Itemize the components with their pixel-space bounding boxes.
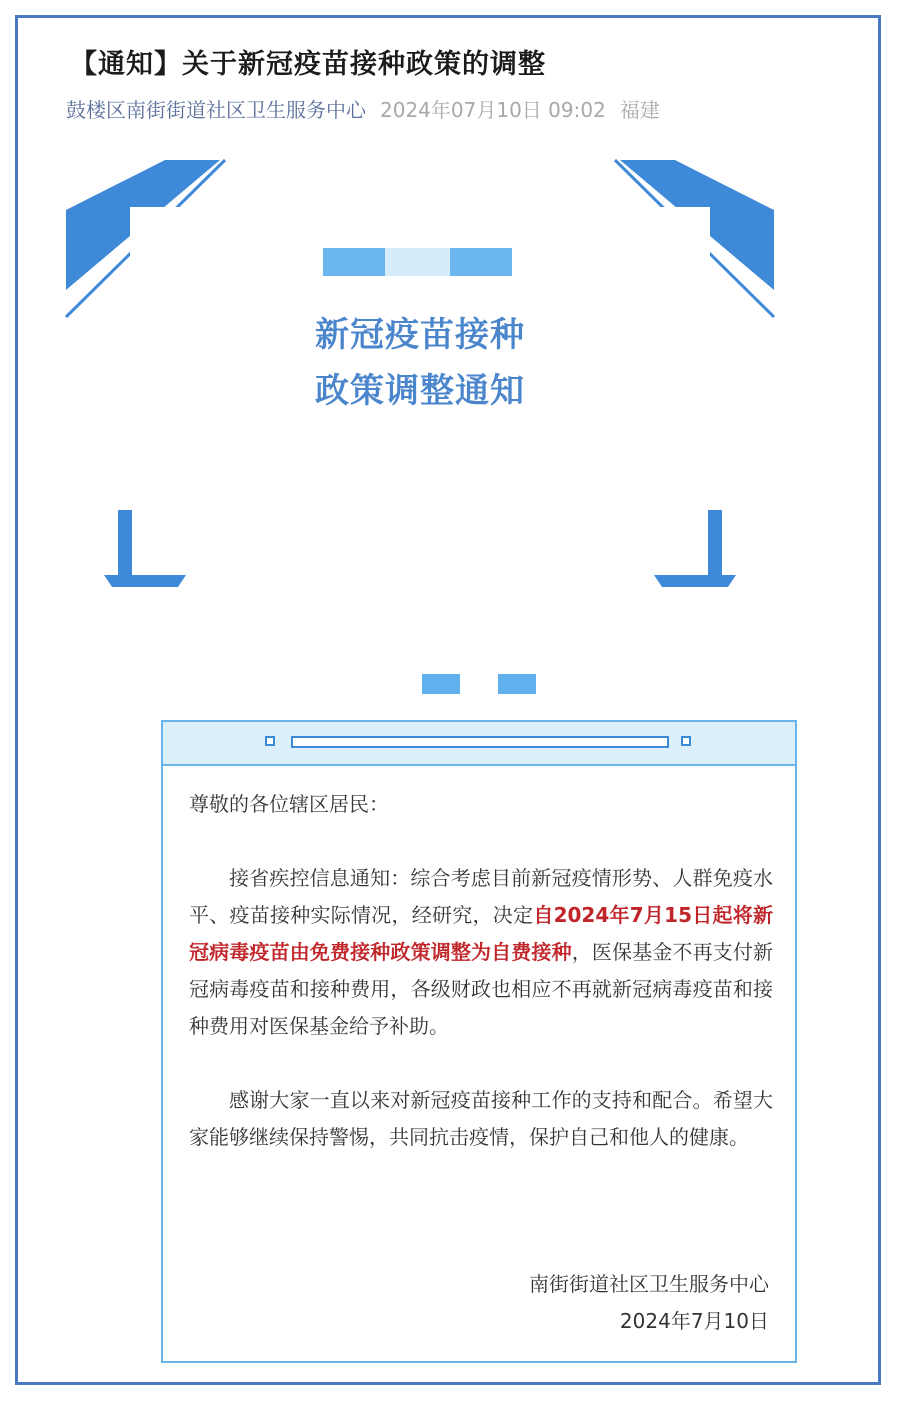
bracket-bottom-left-horizontal (104, 575, 186, 587)
para1-highlight: 自2024年7月15日起将新冠病毒疫苗由免费接种政策调整为自费接种 (189, 903, 774, 964)
notice-greeting: 尊敬的各位辖区居民： (189, 792, 389, 816)
divider-block-left (422, 674, 460, 694)
header-square-right (681, 736, 691, 746)
notice-paragraph-1 (189, 860, 773, 1045)
banner-bar-right (450, 248, 512, 276)
article-title: 【通知】关于新冠疫苗接种政策的调整 (70, 49, 546, 80)
header-bar (291, 736, 669, 748)
banner-bar-middle (385, 248, 450, 276)
banner-heading-line1: 新冠疫苗接种 (315, 315, 525, 355)
notice-box-header (163, 722, 795, 766)
bracket-bottom-left-vertical (118, 510, 132, 583)
banner-heading-line2: 政策调整通知 (315, 371, 525, 411)
article-location: 福建 (619, 98, 660, 122)
header-square-left (265, 736, 275, 746)
bracket-bottom-right-horizontal (654, 575, 736, 587)
signature-date: 2024年7月10日 (619, 1309, 769, 1333)
banner-bar-left (323, 248, 385, 276)
notice-box (161, 720, 797, 1363)
divider-block-right (498, 674, 536, 694)
para1-text-before: 接省疾控信息通知：综合考虑目前新冠疫情形势、人群免疫水平、疫苗接种实际情况，经研究，决定 (189, 866, 773, 927)
notice-paragraph-2: 感谢大家一直以来对新冠疫苗接种工作的支持和配合。希望大家能够继续保持警惕，共同抗击疫情，保护自己和他人的健康。 (189, 1088, 773, 1149)
banner-image (60, 155, 780, 610)
article-datetime: 2024年07月10日 09:02 (380, 98, 606, 122)
notice-body (189, 786, 773, 1156)
article-author[interactable]: 鼓楼区南街街道社区卫生服务中心 (66, 98, 366, 122)
bracket-bottom-right-vertical (708, 510, 722, 583)
signature-org: 南街街道社区卫生服务中心 (529, 1272, 769, 1296)
article-meta (66, 94, 660, 123)
para1-text-after: ，医保基金不再支付新冠病毒疫苗和接种费用，各级财政也相应不再就新冠病毒疫苗和接种费用对医保基金给予补助。 (189, 940, 774, 1038)
notice-signature (529, 1266, 769, 1340)
